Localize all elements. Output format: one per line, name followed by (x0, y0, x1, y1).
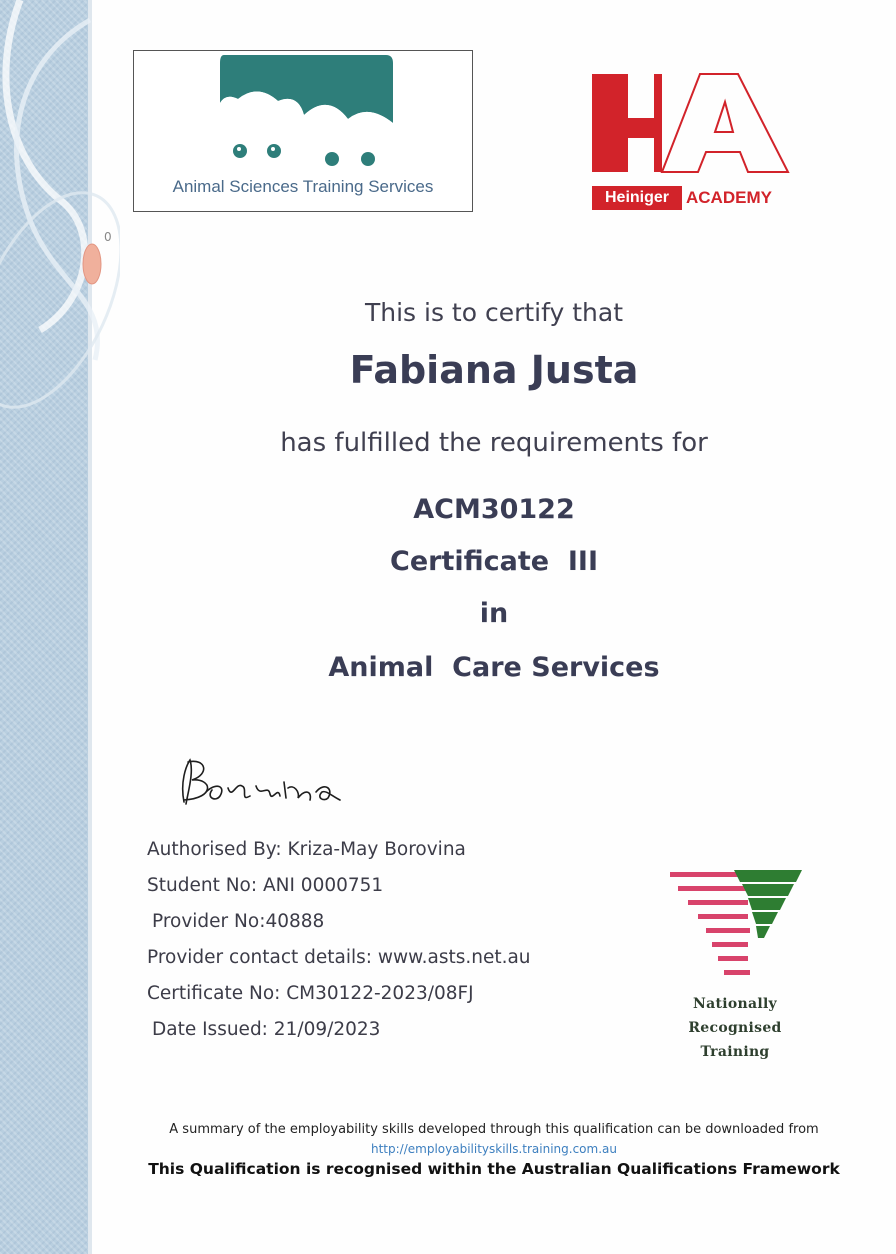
date-issued: Date Issued: 21/09/2023 (152, 1019, 381, 1040)
animal-silhouette-icon (218, 53, 398, 173)
certificate-level: Certificate III (390, 546, 598, 577)
qualification-title: Animal Care Services (328, 652, 660, 683)
provider-number: Provider No:40888 (152, 911, 325, 932)
nrt-label (648, 992, 822, 1064)
academy-label: ACADEMY (686, 188, 772, 207)
heiniger-academy-logo (588, 72, 798, 207)
authorised-by: Authorised By: Kriza-May Borovina (147, 839, 466, 860)
employability-link[interactable]: http://employabilityskills.training.com.au (371, 1142, 617, 1156)
nrt-label-line2: Training (700, 1044, 770, 1060)
asts-logo (133, 50, 473, 212)
signature-image (176, 752, 356, 812)
nrt-label-line1: Nationally Recognised (688, 996, 782, 1036)
bead-icon (83, 244, 101, 284)
recipient-name: Fabiana Justa (349, 348, 639, 392)
fulfilled-statement: has fulfilled the requirements for (280, 428, 708, 458)
provider-contact: Provider contact details: www.asts.net.au (147, 947, 531, 968)
bead-label: 0 (104, 230, 112, 244)
student-number: Student No: ANI 0000751 (147, 875, 384, 896)
nrt-logo (648, 866, 828, 1060)
ha-letters-icon (588, 72, 798, 184)
asts-logo-caption: Animal Sciences Training Services (172, 177, 434, 196)
nrt-triangle-icon (648, 866, 828, 986)
heiniger-brand: Heiniger (592, 186, 682, 210)
certificate-details (147, 836, 531, 1052)
aqf-statement: This Qualification is recognised within the Australian Qualifications Framework (148, 1160, 840, 1178)
course-code: ACM30122 (413, 494, 575, 525)
certify-intro: This is to certify that (364, 298, 624, 327)
certificate-number: Certificate No: CM30122-2023/08FJ (147, 983, 474, 1004)
employability-summary: A summary of the employability skills developed through this qualification can be downloaded from (169, 1122, 819, 1137)
connector-in: in (479, 598, 509, 629)
